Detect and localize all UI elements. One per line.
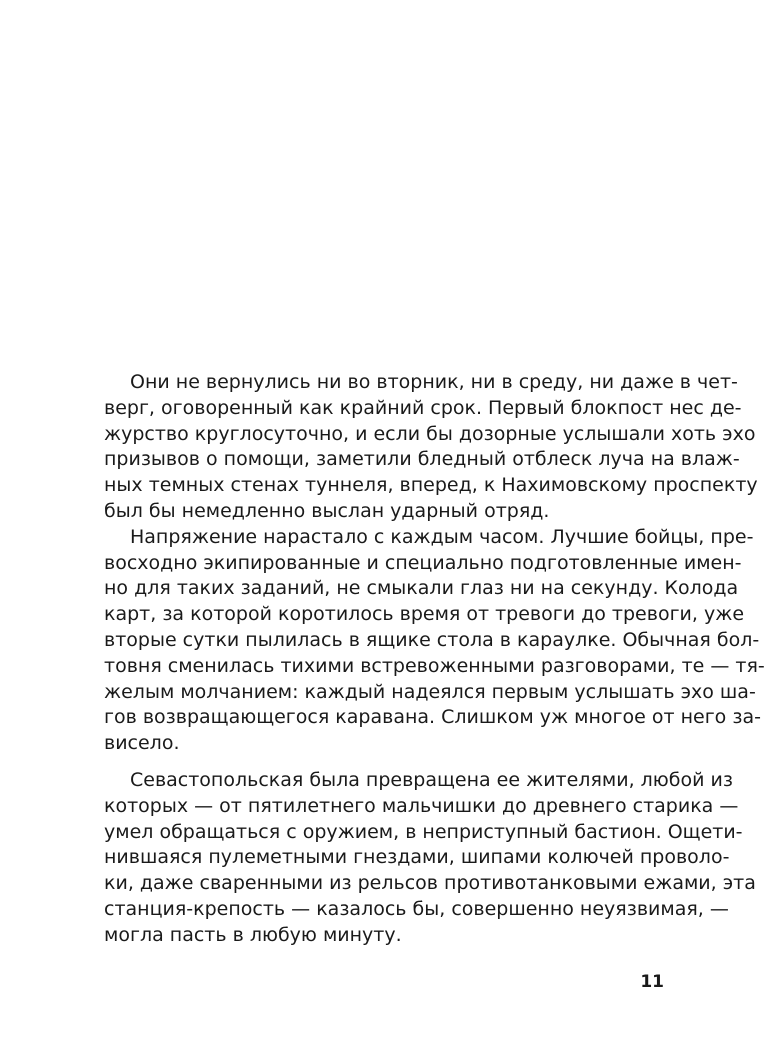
text-line: ки, даже сваренными из рельсов противотанковыми ежами, эта (104, 872, 756, 895)
text-line: карт, за которой коротилось время от тревоги до тревоги, уже (104, 603, 745, 626)
text-line: желым молчанием: каждый надеялся первым услышать эхо ша- (104, 680, 756, 703)
text-line: был бы немедленно выслан ударный отряд. (104, 499, 550, 522)
text-line: могла пасть в любую минуту. (104, 923, 402, 946)
text-line: нившаяся пулеметными гнездами, шипами колючей проволо- (104, 846, 730, 869)
text-line: умел обращаться с оружием, в неприступный бастион. Ощети- (104, 820, 743, 843)
text-line: восходно экипированные и специально подготовленные имен- (104, 551, 742, 574)
text-line: но для таких заданий, не смыкали глаз ни на секунду. Колода (104, 577, 739, 600)
page-number: 11 (640, 972, 664, 992)
text-line: журство круглосуточно, и если бы дозорные услышали хоть эхо (104, 422, 756, 445)
text-line: вторые сутки пылилась в ящике стола в караулке. Обычная бол- (104, 628, 760, 651)
text-line: ных темных стенах туннеля, вперед, к Нахимовскому проспекту (104, 474, 758, 497)
text-line: Они не вернулись ни во вторник, ни в среду, ни даже в чет- (130, 371, 738, 393)
paragraph-2 (104, 525, 765, 757)
text-line: висело. (104, 732, 180, 755)
text-line: Напряжение нарастало с каждым часом. Лучшие бойцы, пре- (130, 525, 754, 548)
text-line: верг, оговоренный как крайний срок. Первый блокпост нес де- (104, 396, 742, 419)
text-block-lower (104, 768, 756, 949)
text-line: которых — от пятилетнего мальчишки до древнего старика — (104, 794, 739, 817)
paragraph-1 (104, 370, 758, 525)
text-line: товня сменилась тихими встревоженными разговорами, те — тя- (104, 654, 765, 677)
text-line: станция-крепость — казалось бы, совершенно неуязвимая, — (104, 897, 729, 920)
text-line: призывов о помощи, заметили бледный отблеск луча на влаж- (104, 448, 740, 471)
text-line: Севастопольская была превращена ее жителями, любой из (130, 769, 733, 791)
text-line: гов возвращающегося каравана. Слишком уж многое от него за- (104, 706, 761, 729)
text-block-upper (104, 370, 765, 757)
paragraph-3 (104, 768, 756, 949)
